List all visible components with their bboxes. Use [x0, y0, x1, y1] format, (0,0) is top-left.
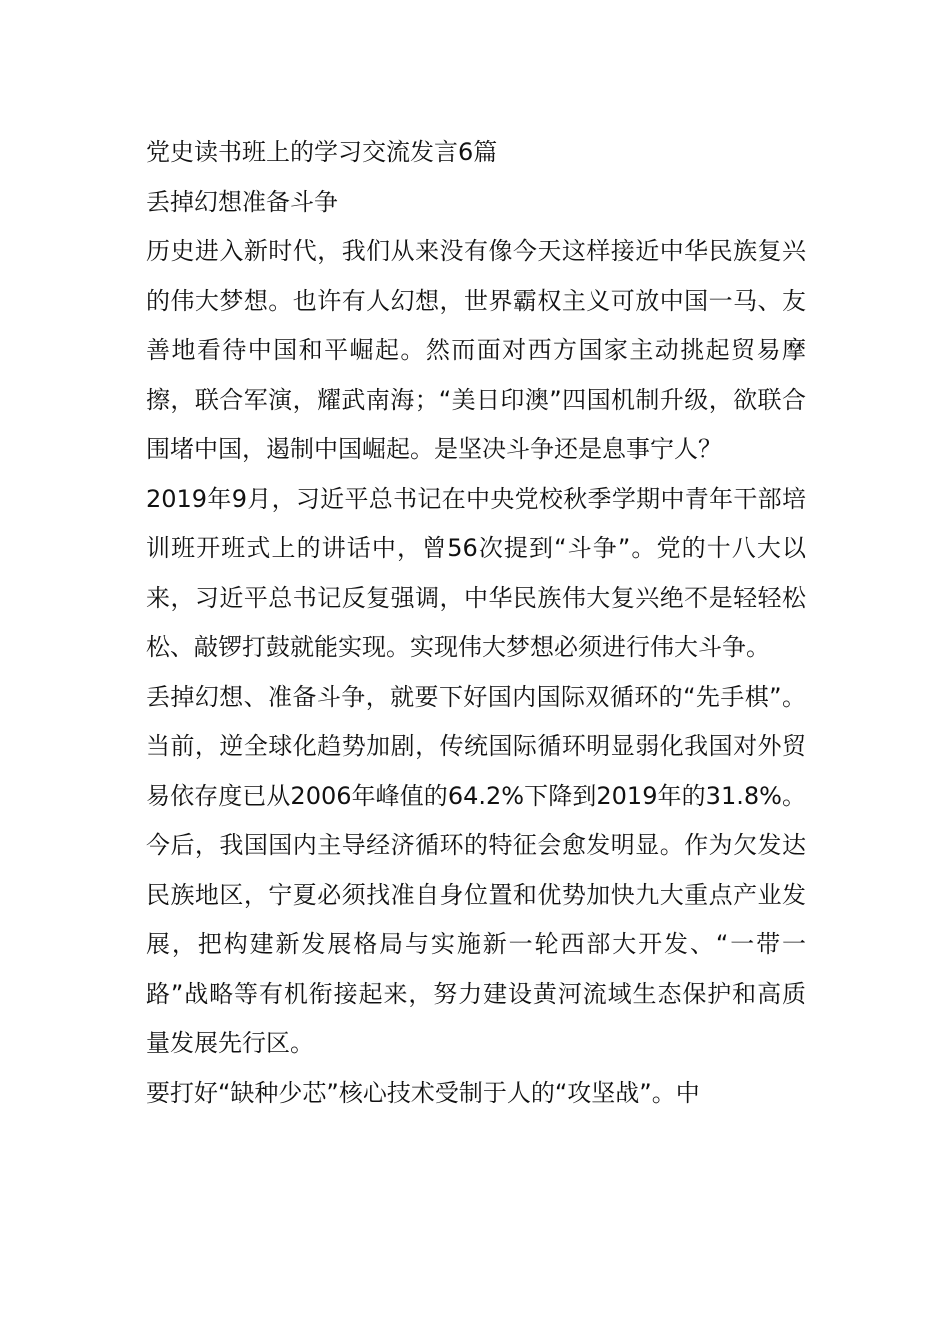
document-body [146, 128, 806, 1118]
section-heading: 丢掉幻想准备斗争 [146, 187, 338, 216]
paragraph-4: 要打好“缺种少芯”核心技术受制于人的“攻坚战”。中 [146, 1078, 700, 1107]
paragraph-2: 2019年9月，习近平总书记在中央党校秋季学期中青年干部培训班开班式上的讲话中，曾56次提到“斗争”。党的十八大以来，习近平总书记反复强调，中华民族伟大复兴绝不是轻轻松松、敲锣打鼓就能实现。实现伟大梦想必须进行伟大斗争。 [146, 484, 806, 661]
paragraph-1: 历史进入新时代，我们从来没有像今天这样接近中华民族复兴的伟大梦想。也许有人幻想，世界霸权主义可放中国一马、友善地看待中国和平崛起。然而面对西方国家主动挑起贸易摩擦，联合军演，耀武南海；“美日印澳”四国机制升级，欲联合围堵中国，遏制中国崛起。是坚决斗争还是息事宁人？ [146, 237, 806, 463]
document-title: 党史读书班上的学习交流发言6篇 [146, 138, 498, 166]
paragraph-3: 丢掉幻想、准备斗争，就要下好国内国际双循环的“先手棋”。当前，逆全球化趋势加剧，传统国际循环明显弱化我国对外贸易依存度已从2006年峰值的64.2%下降到2019年的31.8%。今后，我国国内主导经济循环的特征会愈发明显。作为欠发达民族地区，宁夏必须找准自身位置和优势加快九大重点产业发展，把构建新发展格局与实施新一轮西部大开发、“一带一路”战略等有机衔接起来，努力建设黄河流域生态保护和高质量发展先行区。 [146, 682, 806, 1057]
